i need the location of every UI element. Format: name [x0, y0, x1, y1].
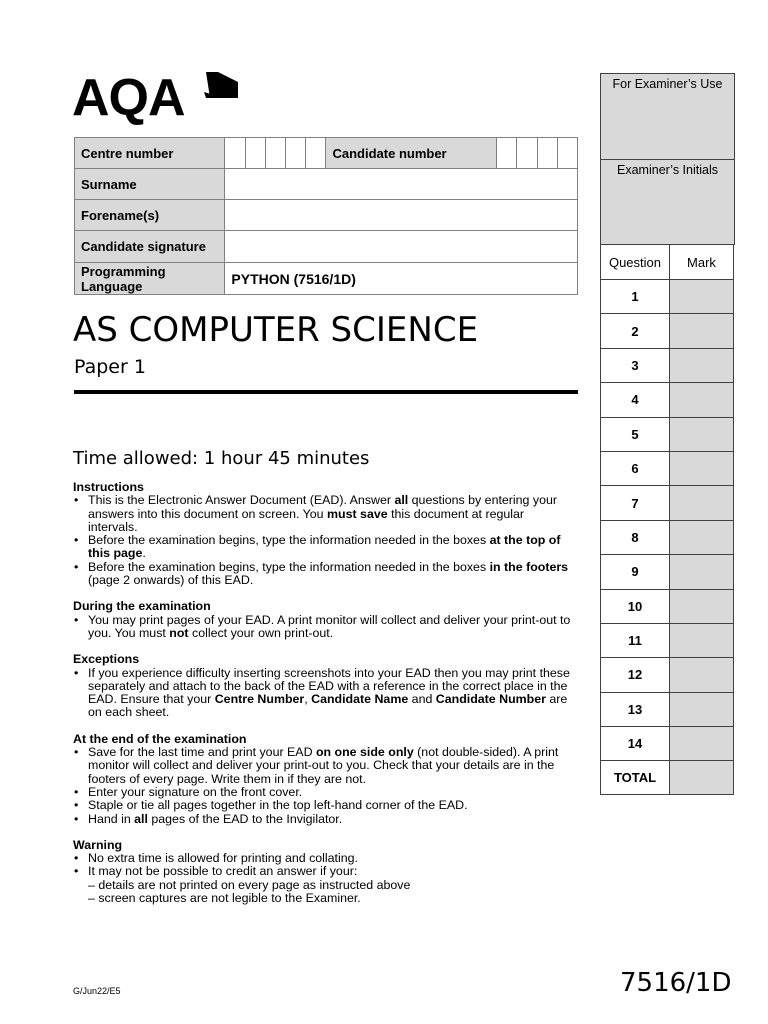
- mark-cell[interactable]: [669, 451, 734, 486]
- list-item: • If you experience difficulty inserting screenshots into your EAD then you may print these separately and attach to the back of the EAD with a reference in the correct place in the EAD. Ensure that your Centre Number, Candidate Name and Candidate Number are on each sheet.: [73, 667, 573, 720]
- centre-number-label: Centre number: [75, 138, 225, 169]
- time-allowed: Time allowed: 1 hour 45 minutes: [73, 448, 370, 469]
- list-item: • You may print pages of your EAD. A print monitor will collect and deliver your print-out to you. You must not collect your own print-out.: [73, 614, 573, 641]
- section-heading: Exceptions: [73, 652, 140, 667]
- question-number: 12: [600, 657, 670, 692]
- examiner-initials-label: Examiner’s Initials: [617, 163, 718, 177]
- examiner-initials-box: [600, 159, 735, 245]
- mark-cell[interactable]: [669, 382, 734, 417]
- question-row: [600, 623, 735, 658]
- section-heading: At the end of the examination: [73, 731, 247, 746]
- mark-cell[interactable]: [669, 485, 734, 520]
- sub-list-item: – details are not printed on every page as instructed above: [88, 877, 411, 892]
- question-number: 7: [600, 485, 670, 520]
- mark-cell[interactable]: [669, 554, 734, 589]
- mark-cell[interactable]: [669, 623, 734, 658]
- question-number: 8: [600, 520, 670, 555]
- mark-cell[interactable]: [669, 589, 734, 624]
- forenames-label: Forename(s): [75, 200, 225, 231]
- mark-cell[interactable]: [669, 520, 734, 555]
- list-item: • Staple or tie all pages together in the top left-hand corner of the EAD.: [73, 799, 573, 812]
- surname-label: Surname: [75, 169, 225, 200]
- question-row: [600, 417, 735, 452]
- end-section: [73, 733, 573, 826]
- section-heading: Instructions: [73, 480, 144, 494]
- during-section: [73, 600, 573, 640]
- paper-code: 7516/1D: [620, 968, 732, 998]
- list-item: • It may not be possible to credit an answer if your:: [73, 865, 573, 878]
- question-row: [600, 726, 735, 761]
- question-row: [600, 485, 735, 520]
- mark-cell[interactable]: [669, 657, 734, 692]
- question-row: [600, 554, 735, 589]
- question-row: [600, 451, 735, 486]
- marks-header-row: [600, 244, 735, 280]
- mark-cell[interactable]: [669, 726, 734, 761]
- question-row: [600, 382, 735, 417]
- question-row: [600, 279, 735, 314]
- list-item: • Save for the last time and print your EAD on one side only (not double-sided). A print monitor will collect and deliver your print-out to you. Check that your details are in the footers of every page. Write them in if they are not.: [73, 746, 573, 786]
- section-heading: During the examination: [73, 599, 211, 614]
- marks-rows: [600, 279, 735, 761]
- total-row: [600, 760, 735, 795]
- question-number: 2: [600, 313, 670, 348]
- question-number: 3: [600, 348, 670, 383]
- question-row: [600, 657, 735, 692]
- mark-cell[interactable]: [669, 279, 734, 314]
- title-divider: [74, 390, 578, 394]
- mark-cell[interactable]: [669, 313, 734, 348]
- question-number: 10: [600, 589, 670, 624]
- section-heading: Warning: [73, 837, 123, 852]
- question-number: 5: [600, 417, 670, 452]
- candidate-details-table: [74, 137, 578, 295]
- list-item: • Before the examination begins, type the information needed in the boxes in the footers (page 2 onwards) of this EAD.: [73, 561, 573, 588]
- question-number: 1: [600, 279, 670, 314]
- centre-number-box[interactable]: [286, 138, 306, 169]
- warning-section: [73, 839, 573, 905]
- question-row: [600, 313, 735, 348]
- list-item: • Before the examination begins, type the information needed in the boxes at the top of this page.: [73, 534, 573, 561]
- question-number: 11: [600, 623, 670, 658]
- candidate-number-box[interactable]: [557, 138, 577, 169]
- sub-list-item: – screen captures are not legible to the Examiner.: [88, 891, 361, 906]
- total-mark-cell[interactable]: [669, 760, 734, 795]
- total-label: TOTAL: [600, 760, 670, 795]
- mark-cell[interactable]: [669, 692, 734, 727]
- list-item: • Hand in all pages of the EAD to the Invigilator.: [73, 813, 573, 826]
- list-item: • This is the Electronic Answer Document (EAD). Answer all questions by entering your answers into this document on screen. You must save this document at regular intervals.: [73, 494, 573, 534]
- centre-number-box[interactable]: [306, 138, 326, 169]
- language-label: Programming Language: [75, 263, 225, 295]
- question-number: 9: [600, 554, 670, 589]
- question-number: 4: [600, 382, 670, 417]
- forenames-field[interactable]: [225, 200, 578, 231]
- aqa-logo: [72, 68, 242, 126]
- logo-wordmark: AQA: [72, 69, 185, 127]
- list-item: • Enter your signature on the front cover.: [73, 786, 573, 799]
- paper-subtitle: Paper 1: [74, 356, 146, 378]
- question-number: 6: [600, 451, 670, 486]
- instructions-section: [73, 481, 573, 587]
- candidate-number-label: Candidate number: [326, 138, 497, 169]
- list-item: • No extra time is allowed for printing and collating.: [73, 852, 573, 865]
- examiner-panel: [600, 73, 735, 795]
- surname-field[interactable]: [225, 169, 578, 200]
- logo-mark-icon: [202, 68, 240, 104]
- question-number: 14: [600, 726, 670, 761]
- exceptions-section: [73, 653, 573, 719]
- question-row: [600, 348, 735, 383]
- question-number: 13: [600, 692, 670, 727]
- question-row: [600, 692, 735, 727]
- examiner-use-box: [600, 73, 735, 160]
- examiner-use-label: For Examiner’s Use: [612, 77, 723, 91]
- instructions-block: [73, 481, 573, 918]
- signature-label: Candidate signature: [75, 231, 225, 263]
- footer-reference: G/Jun22/E5: [73, 986, 121, 996]
- mark-cell[interactable]: [669, 417, 734, 452]
- centre-number-box[interactable]: [245, 138, 265, 169]
- candidate-number-box[interactable]: [537, 138, 557, 169]
- candidate-number-box[interactable]: [517, 138, 537, 169]
- mark-header: Mark: [669, 244, 734, 280]
- signature-field[interactable]: [225, 231, 578, 263]
- centre-number-box[interactable]: [225, 138, 245, 169]
- mark-cell[interactable]: [669, 348, 734, 383]
- question-row: [600, 520, 735, 555]
- language-value: PYTHON (7516/1D): [225, 263, 578, 295]
- candidate-number-box[interactable]: [497, 138, 517, 169]
- question-row: [600, 589, 735, 624]
- page-title: AS COMPUTER SCIENCE: [73, 310, 479, 350]
- centre-number-box[interactable]: [265, 138, 285, 169]
- question-header: Question: [600, 244, 670, 280]
